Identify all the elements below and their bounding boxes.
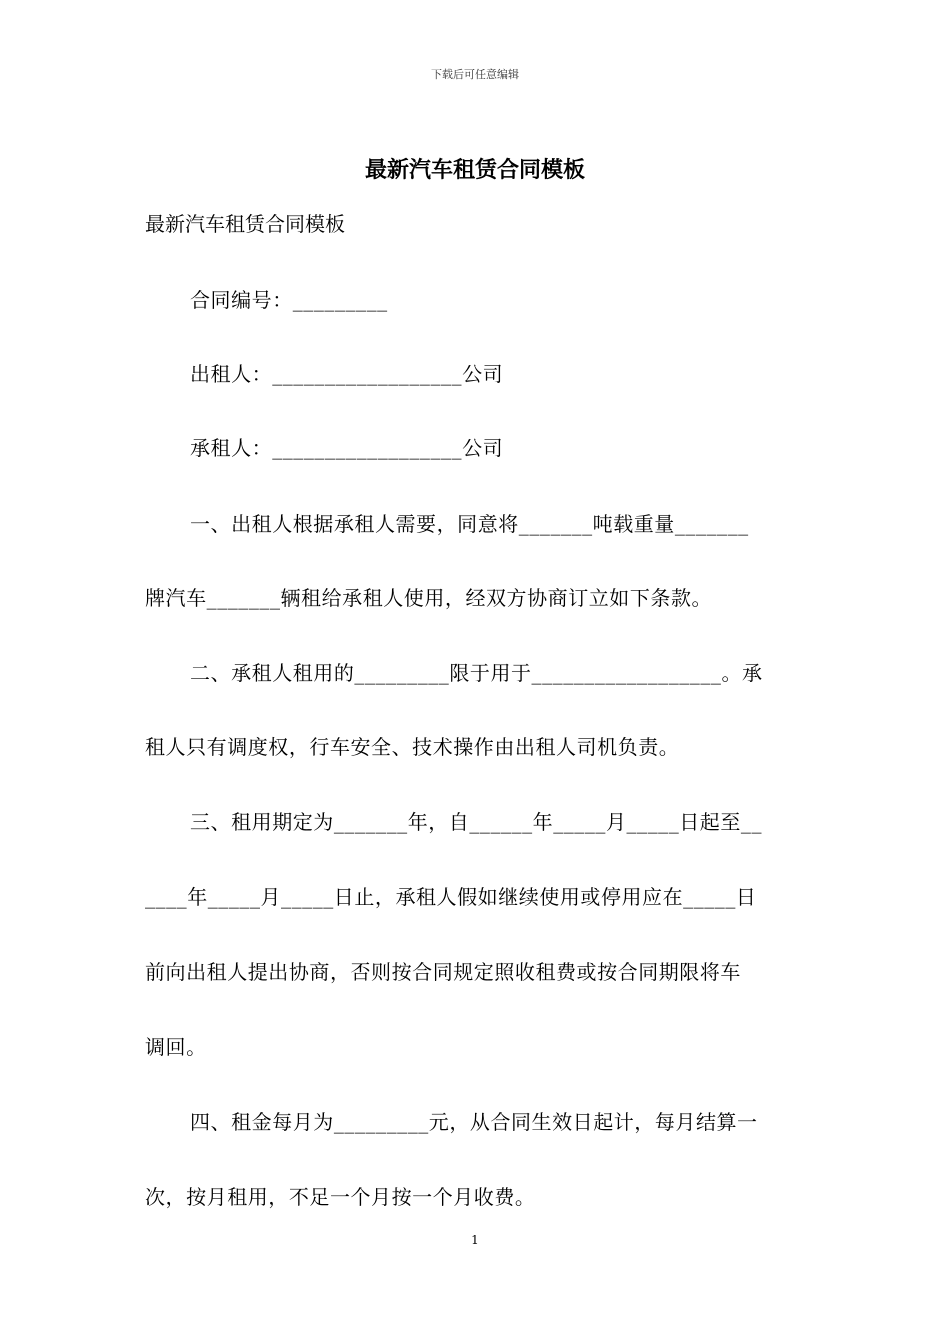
clause-2-line-1: 二、承租人租用的_________限于用于__________________。承	[190, 661, 763, 685]
clause-3-line-1: 三、租用期定为_______年，自______年_____月_____日起至__	[190, 810, 762, 834]
clause-4-line-1: 四、租金每月为_________元，从合同生效日起计，每月结算一	[190, 1110, 758, 1134]
clause-1-line-1: 一、出租人根据承租人需要，同意将_______吨载重量_______	[190, 512, 749, 536]
clause-3-line-2: ____年_____月_____日止，承租人假如继续使用或停用应在_____日	[145, 885, 757, 909]
clause-1-line-2: 牌汽车_______辆租给承租人使用，经双方协商订立如下条款。	[145, 586, 713, 610]
header-note: 下载后可任意编辑	[431, 68, 519, 81]
document-title: 最新汽车租赁合同模板	[364, 157, 585, 183]
lessee-line: 承租人：__________________公司	[190, 436, 504, 460]
document-subtitle: 最新汽车租赁合同模板	[145, 212, 345, 236]
clause-4-line-2: 次，按月租用，不足一个月按一个月收费。	[145, 1185, 536, 1209]
clause-3-line-4: 调回。	[145, 1035, 207, 1059]
contract-number-line: 合同编号：_________	[190, 288, 388, 312]
clause-3-line-3: 前向出租人提出协商，否则按合同规定照收租费或按合同期限将车	[145, 960, 741, 984]
page-number: 1	[471, 1233, 479, 1247]
clause-2-line-2: 租人只有调度权，行车安全、技术操作由出租人司机负责。	[145, 735, 680, 759]
lessor-line: 出租人：__________________公司	[190, 362, 504, 386]
